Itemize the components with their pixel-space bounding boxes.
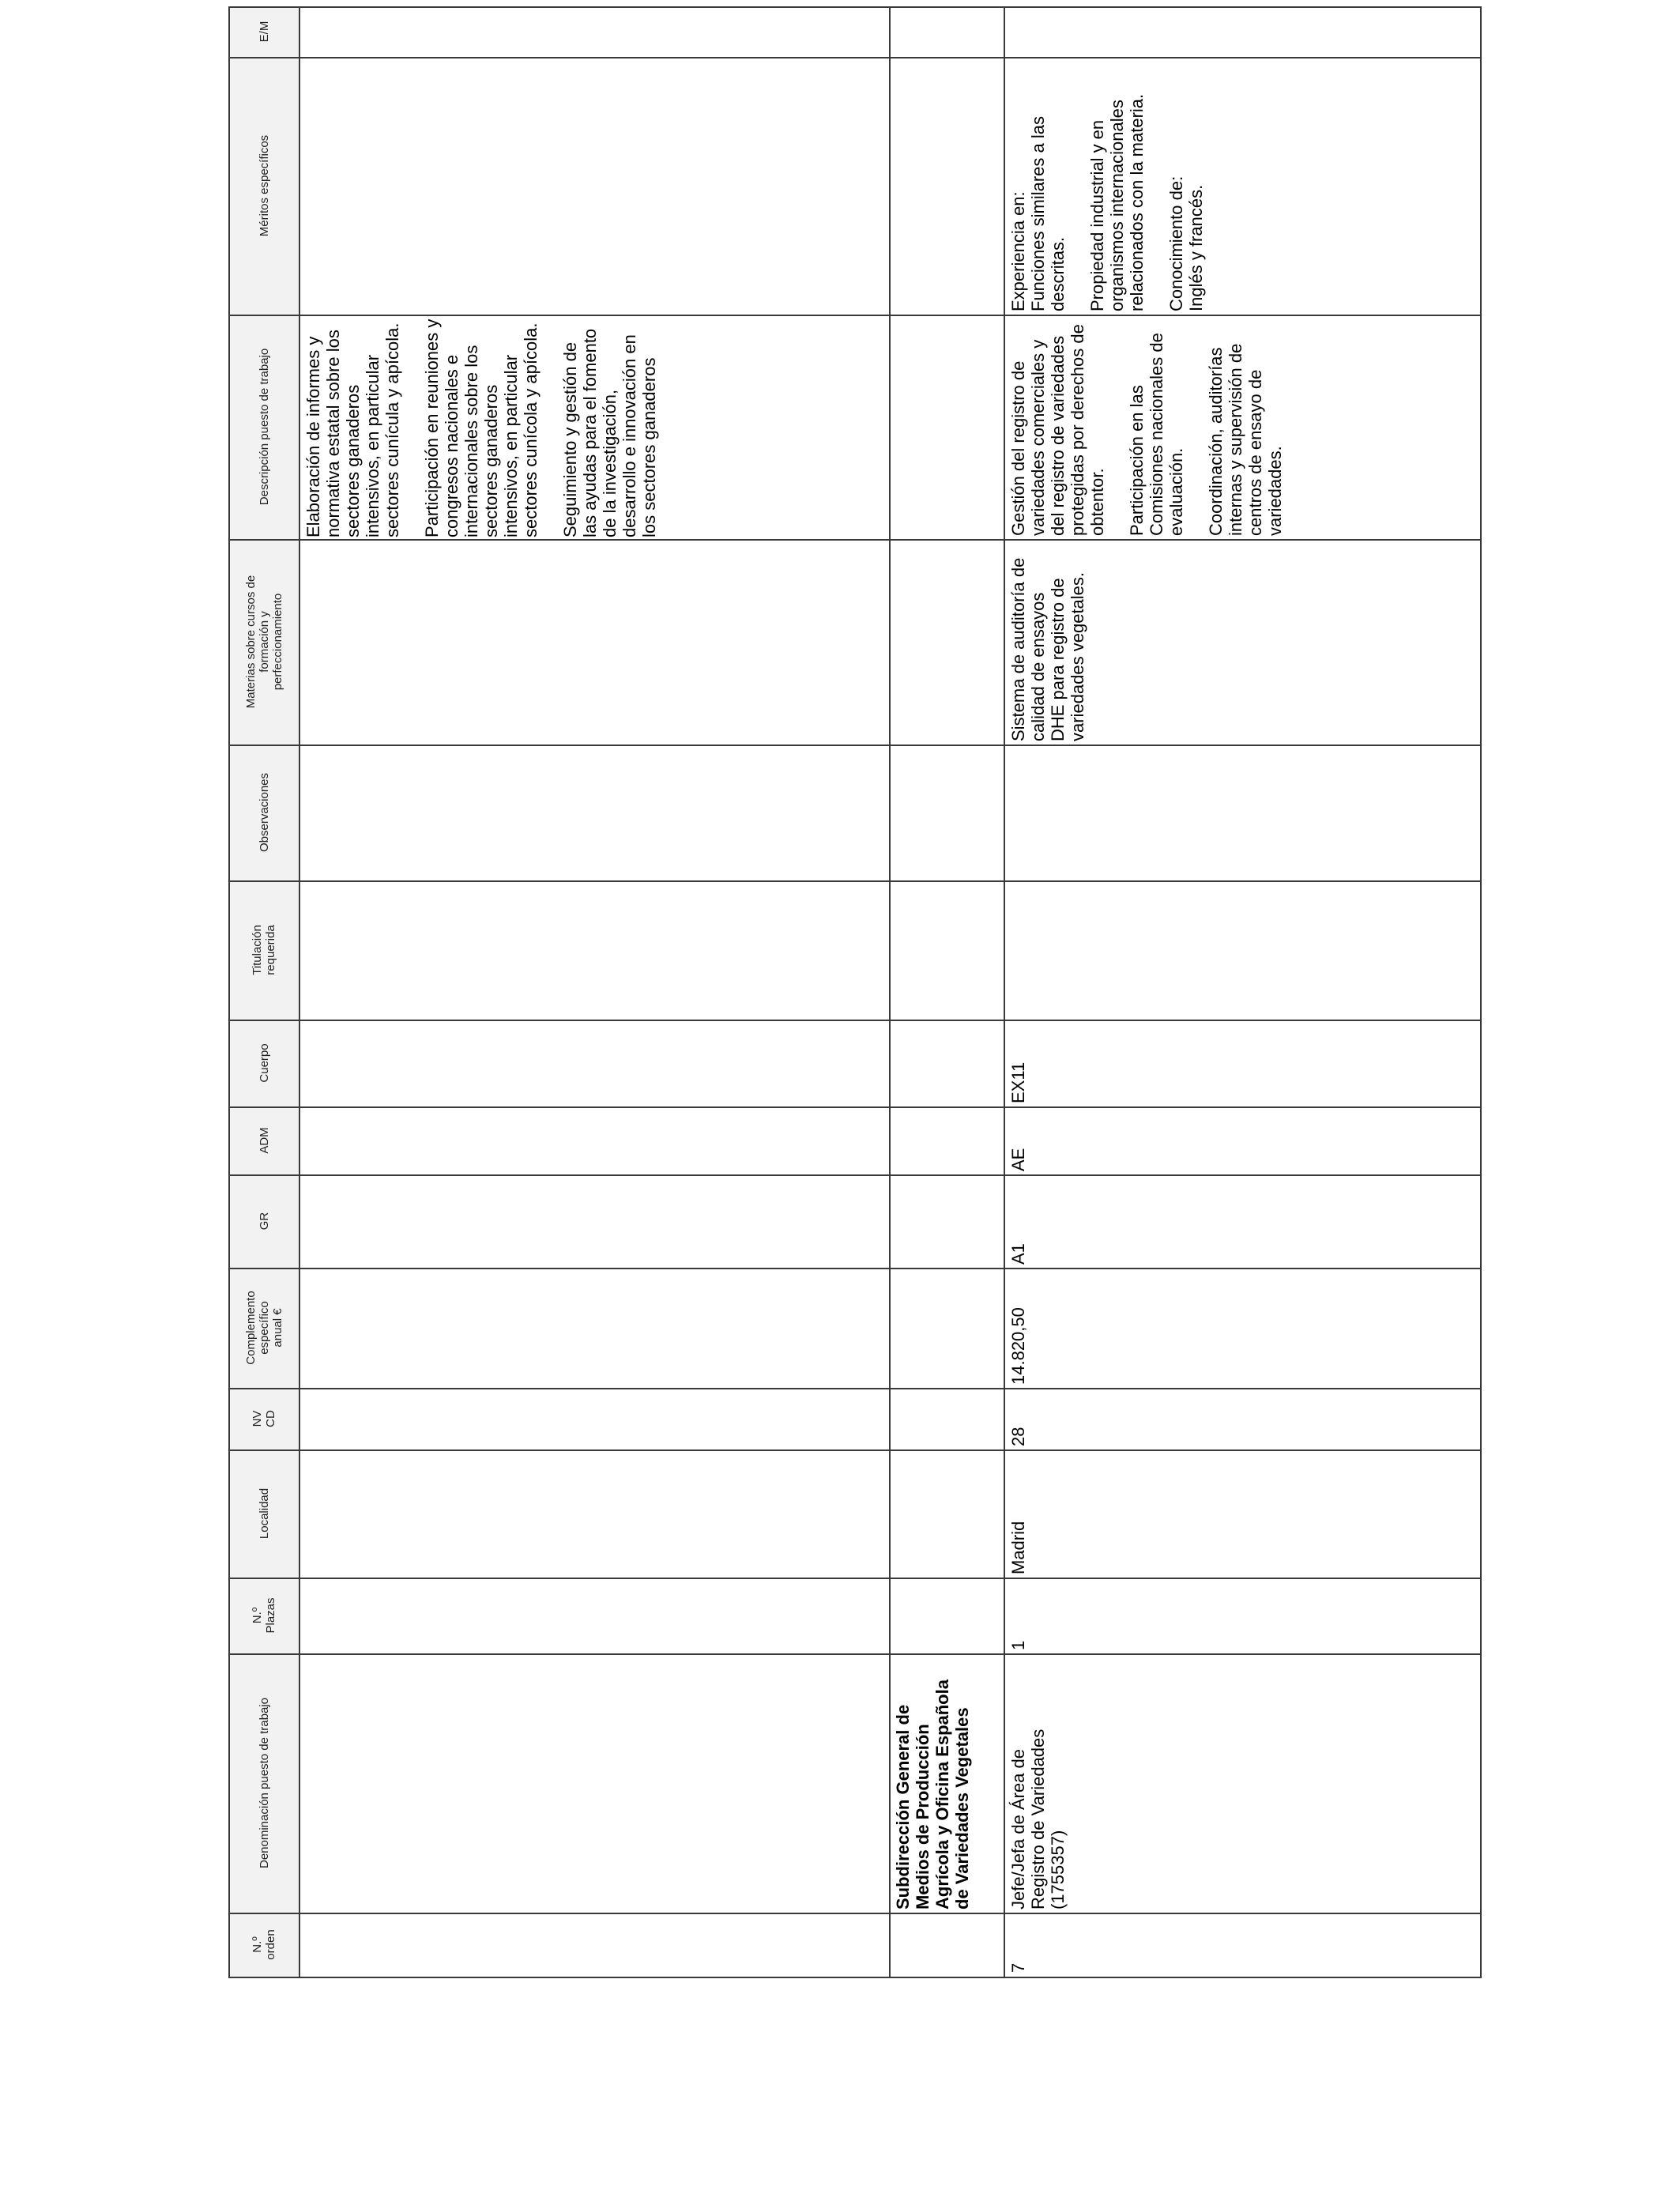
header-adm: ADM (257, 1127, 271, 1154)
grid-line (228, 6, 1482, 8)
header-cuerpo: Cuerpo (257, 1043, 271, 1083)
grid-line (228, 1913, 1482, 1914)
description-paragraph: Elaboración de informes y normativa estatal sobre los sectores ganaderos intensivos, en particular sectores cunícula y apícola. (303, 322, 402, 537)
meritos-item: Propiedad industrial y en organismos internacionales relacionados con la materia. (1087, 93, 1147, 311)
prev-row-description (303, 316, 888, 537)
row7-meritos (1008, 60, 1356, 311)
grid-line (228, 539, 1482, 541)
header-materias: Materias sobre cursos de formación y perfeccionamiento (243, 575, 284, 709)
header-descripcion: Descripción puesto de trabajo (257, 348, 271, 506)
description-paragraph: Participación en las Comisiones nacionales de evaluación. (1127, 333, 1186, 536)
row-number: 7 (1008, 1962, 1028, 1973)
grid-line (1004, 6, 1005, 1977)
header-n-plazas: N.º Plazas (250, 1597, 277, 1634)
header-nv-cd: NV CD (250, 1410, 277, 1427)
complemento-value: 14.820,50 (1008, 1307, 1028, 1385)
nivel-value: 28 (1008, 1427, 1028, 1446)
grid-line (228, 1174, 1482, 1176)
grid-line (228, 57, 1482, 58)
grid-line (1480, 6, 1482, 1977)
header-denominacion: Denominación puesto de trabajo (257, 1698, 271, 1868)
header-meritos: Méritos específicos (257, 134, 271, 237)
row7-description (1008, 318, 1388, 536)
header-titulacion: Titulación requerida (250, 925, 277, 975)
cuerpo-value: EX11 (1008, 1061, 1028, 1103)
grid-line (228, 745, 1482, 746)
grid-line (228, 880, 1482, 882)
grid-line (889, 6, 891, 1977)
grid-line (228, 1578, 1482, 1579)
meritos-heading: Experiencia en: (1008, 191, 1028, 311)
grid-line (228, 1106, 1482, 1108)
grid-line (228, 1268, 1482, 1269)
meritos-heading: Conocimiento de: (1166, 175, 1186, 311)
grid-line (228, 1977, 1482, 1978)
materias-value: Sistema de auditoría de calidad de ensayos DHE para registro de variedades vegetales. (1008, 557, 1087, 741)
header-n-orden: N.º orden (250, 1929, 277, 1960)
meritos-item: Inglés y francés. (1186, 184, 1206, 311)
header-gr: GR (257, 1212, 271, 1231)
header-localidad: Localidad (257, 1487, 271, 1540)
description-paragraph: Participación en reuniones y congresos nacionales e internacionales sobre los sectores ganaderos intensivos, en particular sectores cunícola y apícola. (422, 319, 541, 537)
header-em: E/M (257, 21, 271, 43)
localidad-value: Madrid (1008, 1521, 1028, 1574)
grid-line (299, 6, 300, 1977)
grid-line (228, 1388, 1482, 1389)
description-paragraph: Seguimiento y gestión de las ayudas para el fomento de la investigación, desarrollo e innovación en los sectores ganaderos (560, 328, 659, 537)
grid-line (228, 1020, 1482, 1021)
adm-value: AE (1008, 1148, 1028, 1171)
section-title: Subdirección General de Medios de Producción Agrícola y Oficina Española de Variedades Vegetales (893, 1679, 972, 1909)
grid-line (228, 1653, 1482, 1655)
meritos-item: Funciones similares a las descritas. (1028, 116, 1068, 311)
grid-line (228, 1449, 1482, 1451)
description-paragraph: Coordinación, auditorías internas y supervisión de centros de ensayo de variedades. (1206, 343, 1285, 536)
description-paragraph: Gestión del registro de variedades comerciales y del registro de variedades protegidas por derechos de obtentor. (1008, 324, 1107, 536)
header-observaciones: Observaciones (257, 772, 271, 853)
grupo-value: A1 (1008, 1243, 1028, 1265)
job-title: Jefe/Jefa de Área de Registro de Variedades (1755357) (1008, 1728, 1068, 1909)
header-complemento: Complemento específico anual € (243, 1291, 284, 1365)
plazas-value: 1 (1008, 1640, 1028, 1650)
